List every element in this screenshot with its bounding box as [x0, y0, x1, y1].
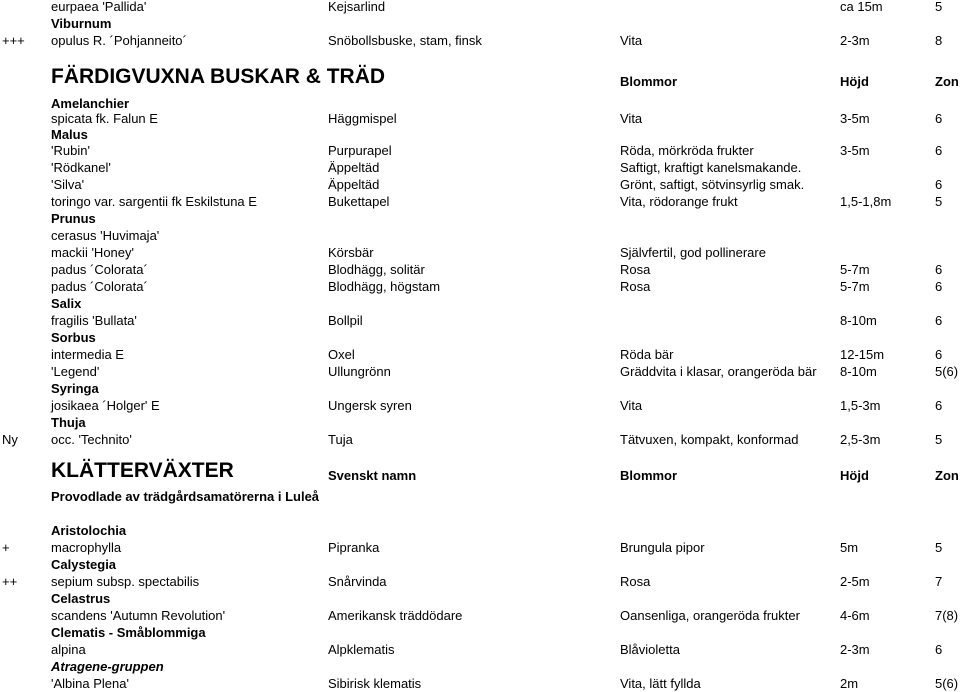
common-name-cell: Äppeltäd: [328, 177, 380, 192]
common-name-cell: Amerikansk träddödare: [328, 608, 463, 623]
flowers-cell: Saftigt, kraftigt kanelsmakande.: [620, 160, 802, 175]
common-name-cell: Blodhägg, solitär: [328, 262, 425, 277]
name-cell: occ. 'Technito': [51, 432, 132, 447]
zone-cell: 6: [935, 279, 943, 294]
name-cell: josikaea ´Holger' E: [51, 398, 160, 413]
common-name-cell: Bollpil: [328, 313, 363, 328]
name-cell: opulus R. ´Pohjanneito´: [51, 33, 187, 48]
zone-cell: 6: [935, 313, 943, 328]
name-cell: 'Rödkanel': [51, 160, 111, 175]
flowers-cell: Röda bär: [620, 347, 674, 362]
column-header-c4: Höjd: [840, 74, 869, 89]
name-cell: cerasus 'Huvimaja': [51, 228, 160, 243]
plant-row: [0, 176, 960, 193]
flowers-cell: Tätvuxen, kompakt, konformad: [620, 432, 799, 447]
zone-cell: 6: [935, 398, 943, 413]
name-cell: Atragene-gruppen: [51, 659, 164, 674]
common-name-cell: Sibirisk klematis: [328, 676, 422, 691]
height-cell: 1,5-3m: [840, 398, 881, 413]
plant-row: [0, 607, 960, 624]
flowers-cell: Oansenliga, orangeröda frukter: [620, 608, 800, 623]
plant-row: [0, 278, 960, 295]
name-cell: padus ´Colorata´: [51, 262, 148, 277]
name-cell: mackii 'Honey': [51, 245, 134, 260]
common-name-cell: Purpurapel: [328, 143, 392, 158]
height-cell: 8-10m: [840, 364, 877, 379]
common-name-cell: Ullungrönn: [328, 364, 391, 379]
common-name-cell: Tuja: [328, 432, 353, 447]
height-cell: 2-3m: [840, 642, 870, 657]
height-cell: 2m: [840, 676, 859, 691]
flowers-cell: Vita, rödorange frukt: [620, 194, 738, 209]
mark-cell: +++: [2, 33, 25, 48]
genus-heading-row: [0, 329, 960, 346]
name-cell: Celastrus: [51, 591, 111, 606]
column-header-c3: Blommor: [620, 468, 678, 483]
flowers-cell: Blåvioletta: [620, 642, 680, 657]
height-cell: ca 15m: [840, 0, 883, 14]
name-cell: alpina: [51, 642, 86, 657]
common-name-cell: Oxel: [328, 347, 355, 362]
genus-heading-row: [0, 414, 960, 431]
zone-cell: 6: [935, 262, 943, 277]
name-cell: Clematis - Småblommiga: [51, 625, 206, 640]
flowers-cell: Brungula pipor: [620, 540, 705, 555]
plant-row: [0, 0, 960, 15]
plant-row: [0, 539, 960, 556]
height-cell: 8-10m: [840, 313, 877, 328]
plant-row: [0, 573, 960, 590]
name-cell: 'Silva': [51, 177, 85, 192]
name-cell: toringo var. sargentii fk Eskilstuna E: [51, 194, 257, 209]
section-title: KLÄTTERVÄXTER: [51, 459, 234, 482]
height-cell: 5-7m: [840, 262, 870, 277]
genus-heading-row: [0, 624, 960, 641]
plant-row: [0, 227, 960, 244]
name-cell: Sorbus: [51, 330, 96, 345]
genus-heading-row: [0, 380, 960, 397]
flowers-cell: Vita, lätt fyllda: [620, 676, 701, 691]
zone-cell: 8: [935, 33, 943, 48]
common-name-cell: Blodhägg, högstam: [328, 279, 441, 294]
height-cell: 5-7m: [840, 279, 870, 294]
height-cell: 3-5m: [840, 111, 870, 126]
zone-cell: 5(6): [935, 364, 959, 379]
plant-row: [0, 675, 960, 692]
zone-cell: 7: [935, 574, 943, 589]
zone-cell: 5(6): [935, 676, 959, 691]
zone-cell: 6: [935, 143, 943, 158]
height-cell: 2,5-3m: [840, 432, 881, 447]
name-cell: sepium subsp. spectabilis: [51, 574, 200, 589]
zone-cell: 6: [935, 177, 943, 192]
name-cell: 'Albina Plena': [51, 676, 129, 691]
name-cell: 'Rubin': [51, 143, 90, 158]
zone-cell: 6: [935, 111, 943, 126]
name-cell: fragilis 'Bullata': [51, 313, 137, 328]
height-cell: 3-5m: [840, 143, 870, 158]
flowers-cell: Självfertil, god pollinerare: [620, 245, 766, 260]
column-header-c4: Höjd: [840, 468, 869, 483]
plant-row: [0, 312, 960, 329]
flowers-cell: Vita: [620, 111, 643, 126]
plant-row: [0, 641, 960, 658]
plant-row: [0, 431, 960, 448]
plant-row: [0, 142, 960, 159]
common-name-cell: Kejsarlind: [328, 0, 386, 14]
height-cell: 4-6m: [840, 608, 870, 623]
section-header: [0, 459, 960, 486]
common-name-cell: Snöbollsbuske, stam, finsk: [328, 33, 482, 48]
genus-heading-row: [0, 522, 960, 539]
height-cell: 1,5-1,8m: [840, 194, 892, 209]
plant-row: [0, 346, 960, 363]
name-cell: scandens 'Autumn Revolution': [51, 608, 226, 623]
zone-cell: 7(8): [935, 608, 959, 623]
common-name-cell: Bukettapel: [328, 194, 390, 209]
genus-heading-row: [0, 658, 960, 675]
genus-heading-row: [0, 295, 960, 312]
mark-cell: Ny: [2, 432, 18, 447]
flowers-cell: Rosa: [620, 262, 651, 277]
name-cell: Amelanchier: [51, 96, 130, 111]
column-header-c5: Zon: [935, 468, 959, 483]
name-cell: padus ´Colorata´: [51, 279, 148, 294]
zone-cell: 5: [935, 540, 943, 555]
common-name-cell: Alpklematis: [328, 642, 395, 657]
height-cell: 12-15m: [840, 347, 885, 362]
common-name-cell: Snårvinda: [328, 574, 387, 589]
flowers-cell: Grönt, saftigt, sötvinsyrlig smak.: [620, 177, 805, 192]
plant-row: [0, 261, 960, 278]
name-cell: eurpaea 'Pallida': [51, 0, 147, 14]
name-cell: macrophylla: [51, 540, 122, 555]
column-header-c3: Blommor: [620, 74, 678, 89]
genus-heading-row: [0, 590, 960, 607]
name-cell: Calystegia: [51, 557, 117, 572]
genus-heading-row: [0, 556, 960, 573]
name-cell: spicata fk. Falun E: [51, 111, 158, 126]
common-name-cell: Häggmispel: [328, 111, 397, 126]
plant-row: [0, 363, 960, 380]
height-cell: 2-3m: [840, 33, 870, 48]
flowers-cell: Vita: [620, 398, 643, 413]
name-cell: Provodlade av trädgårdsamatörerna i Luleå: [51, 489, 320, 504]
plant-row: [0, 110, 960, 127]
zone-cell: 5: [935, 432, 943, 447]
name-cell: Prunus: [51, 211, 96, 226]
flowers-cell: Gräddvita i klasar, orangeröda bär: [620, 364, 817, 379]
mark-cell: +: [2, 540, 10, 555]
column-header-c2: Svenskt namn: [328, 468, 417, 483]
genus-heading-row: [0, 15, 960, 32]
common-name-cell: Äppeltäd: [328, 160, 380, 175]
name-cell: Syringa: [51, 381, 99, 396]
column-header-c5: Zon: [935, 74, 959, 89]
common-name-cell: Körsbär: [328, 245, 374, 260]
zone-cell: 6: [935, 347, 943, 362]
height-cell: 2-5m: [840, 574, 870, 589]
name-cell: Thuja: [51, 415, 86, 430]
plant-row: [0, 159, 960, 176]
flowers-cell: Rosa: [620, 279, 651, 294]
height-cell: 5m: [840, 540, 859, 555]
flowers-cell: Röda, mörkröda frukter: [620, 143, 754, 158]
name-cell: Viburnum: [51, 16, 112, 31]
name-cell: Salix: [51, 296, 82, 311]
common-name-cell: Ungersk syren: [328, 398, 412, 413]
flowers-cell: Rosa: [620, 574, 651, 589]
genus-heading-row: [0, 488, 960, 505]
zone-cell: 5: [935, 0, 943, 14]
plant-row: [0, 244, 960, 261]
zone-cell: 6: [935, 642, 943, 657]
common-name-cell: Pipranka: [328, 540, 380, 555]
name-cell: intermedia E: [51, 347, 124, 362]
genus-heading-row: [0, 210, 960, 227]
mark-cell: ++: [2, 574, 18, 589]
plant-row: [0, 397, 960, 414]
section-header: [0, 65, 960, 92]
name-cell: Malus: [51, 127, 88, 142]
zone-cell: 5: [935, 194, 943, 209]
name-cell: Aristolochia: [51, 523, 127, 538]
plant-row: [0, 32, 960, 49]
name-cell: 'Legend': [51, 364, 100, 379]
genus-heading-row: [0, 126, 960, 143]
section-title: FÄRDIGVUXNA BUSKAR & TRÄD: [51, 65, 386, 88]
flowers-cell: Vita: [620, 33, 643, 48]
plant-row: [0, 193, 960, 210]
